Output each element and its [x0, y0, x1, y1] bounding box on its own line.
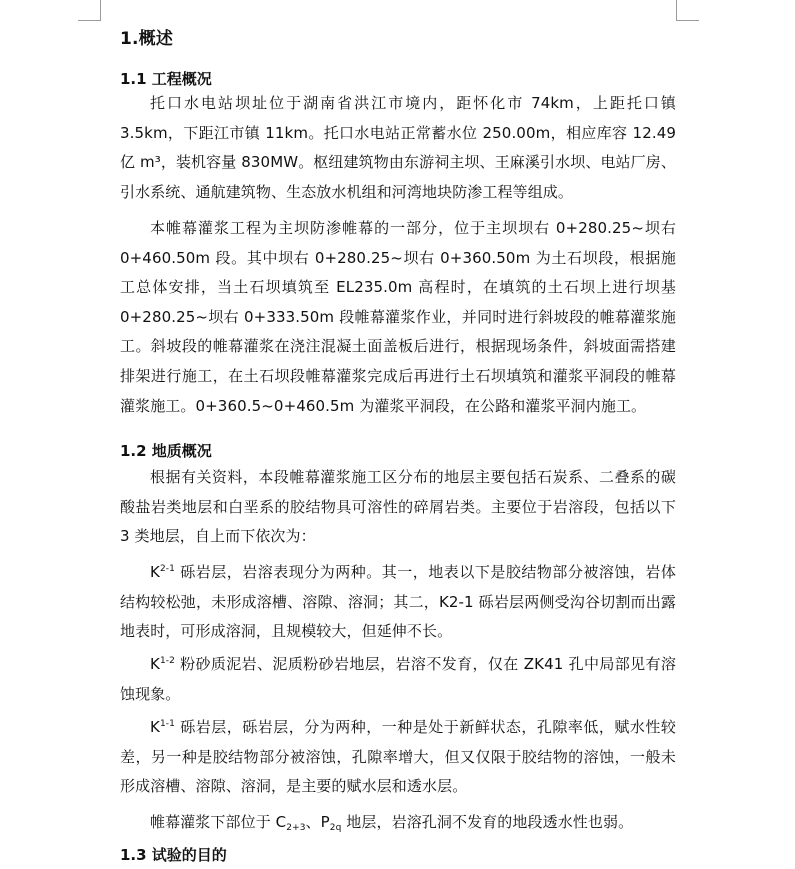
heading-project-overview: 1.1 工程概况	[120, 70, 212, 88]
paragraph-k2-1-layer: $K^{2-1}$ 砾岩层，岩溶表现分为两种。其一，地表以下是胶结物部分被溶蚀，岩体结构较松弛，未形成溶槽、溶隙、溶洞；其二，K2-1 砾岩层两侧受沟谷切割而出露地表时，可形成溶洞，且规模较大，但延伸不长。	[120, 563, 676, 641]
crop-mark-left-vertical	[100, 0, 101, 20]
crop-mark-right-vertical	[676, 0, 677, 20]
heading-geology-overview: 1.2 地质概况	[120, 442, 212, 460]
paragraph-project-location: 托口水电站坝址位于湖南省洪江市境内，距怀化市 74km，上距托口镇 3.5km，下距江市镇 11km。托口水电站正常蓄水位 250.00m，相应库容 12.49 亿 m³，装机容量 830MW。枢纽建筑物由东游祠主坝、王麻溪引水坝、电站厂房、引水系统、通航建筑物、生态放水机组和河湾地块防渗工程等组成。	[120, 94, 676, 201]
paragraph-k1-1-layer: $K^{1-1}$ 砾岩层，砾岩层，分为两种，一种是处于新鲜状态，孔隙率低，赋水性较差，另一种是胶结物部分被溶蚀，孔隙率增大，但又仅限于胶结物的溶蚀，一般未形成溶槽、溶隙、溶洞，是主要的赋水层和透水层。	[120, 718, 676, 796]
crop-mark-left-horizontal	[78, 20, 101, 21]
paragraph-grouting-scope: 本帷幕灌浆工程为主坝防渗帷幕的一部分，位于主坝坝右 0+280.25~坝右 0+460.50m 段。其中坝右 0+280.25~坝右 0+360.50m 为土石坝段，根据施工总体安排，当土石坝填筑至 EL235.0m 高程时，在填筑的土石坝上进行坝基 0+280.25~坝右 0+333.50m 段帷幕灌浆作业，并同时进行斜坡段的帷幕灌浆施工。斜坡段的帷幕灌浆在浇注混凝土面盖板后进行，根据现场条件，斜坡面需搭建排架进行施工，在土石坝段帷幕灌浆完成后再进行土石坝填筑和灌浆平洞段的帷幕灌浆施工。0+360.5~0+460.5m 为灌浆平洞段，在公路和灌浆平洞内施工。	[120, 219, 676, 415]
paragraph-geology-intro: 根据有关资料，本段帷幕灌浆施工区分布的地层主要包括石炭系、二叠系的碳酸盐岩类地层和白垩系的胶结物具可溶性的碎屑岩类。主要位于岩溶段，包括以下 3 类地层，自上而下依次为：	[120, 468, 676, 546]
heading-overview: 1.概述	[120, 29, 174, 49]
paragraph-k1-2-layer: $K^{1-2}$ 粉砂质泥岩、泥质粉砂岩地层，岩溶不发育，仅在 ZK41 孔中局部见有溶蚀现象。	[120, 655, 676, 703]
heading-test-purpose: 1.3 试验的目的	[120, 846, 227, 864]
paragraph-lower-strata: 帷幕灌浆下部位于 $C_{2+3}$、$P_{2q}$ 地层，岩溶孔洞不发育的地段透水性也弱。	[150, 813, 634, 833]
crop-mark-right-horizontal	[676, 20, 699, 21]
